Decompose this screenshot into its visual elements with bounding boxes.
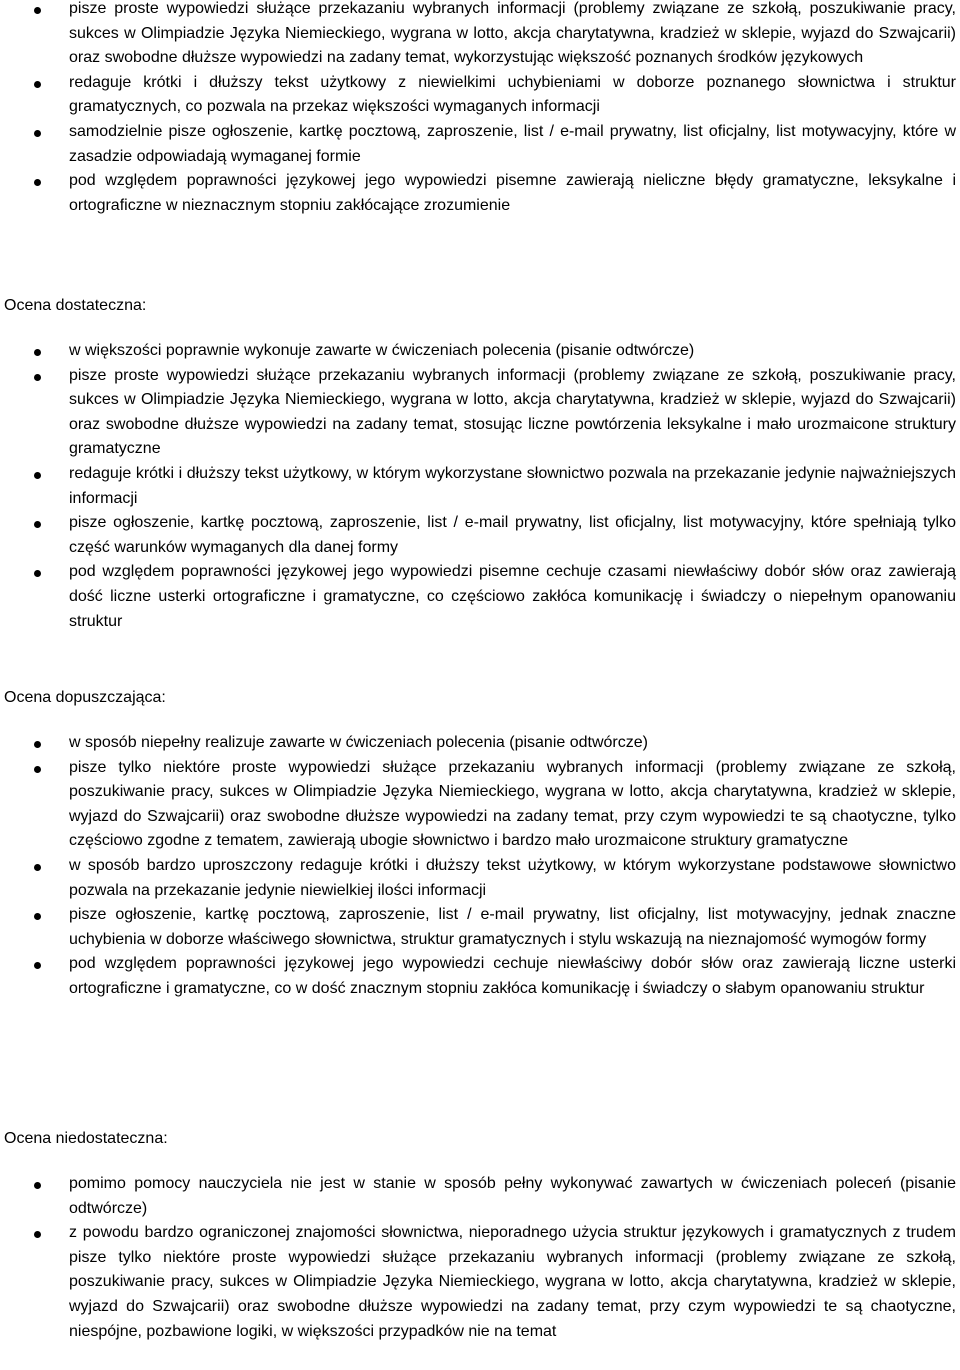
list-item	[0, 120, 960, 169]
bullet-icon	[34, 472, 41, 479]
bullet-icon	[34, 7, 41, 14]
list-item	[0, 71, 960, 120]
list-item	[0, 903, 960, 952]
list-item-text: w większości poprawnie wykonuje zawarte w ćwiczeniach polecenia (pisanie odtwórcze)	[69, 342, 695, 359]
list-item	[0, 854, 960, 903]
list-item	[0, 952, 960, 1001]
list-item-text: pisze ogłoszenie, kartkę pocztową, zaproszenie, list / e-mail prywatny, list oficjalny, list motywacyjny, które spełniają tylko część warunków wymaganych dla danej formy	[69, 514, 956, 556]
bullet-icon	[34, 741, 41, 748]
bullet-icon	[34, 130, 41, 137]
list-item	[0, 0, 960, 71]
list-item	[0, 1172, 960, 1221]
section-top-criteria	[0, 0, 960, 218]
bullet-icon	[34, 81, 41, 88]
section-heading-dostateczna	[0, 294, 960, 318]
list-item	[0, 1221, 960, 1344]
list-item-text: w sposób bardzo uproszczony redaguje krótki i dłuższy tekst użytkowy, w którym wykorzystane podstawowe słownictwo pozwala na przekazanie jedynie niewielkiej ilości informacji	[69, 856, 956, 899]
list-item	[0, 169, 960, 218]
bullet-icon	[34, 1182, 41, 1189]
list-item-text: pisze proste wypowiedzi służące przekazaniu wybranych informacji (problemy związane ze szkołą, poszukiwanie pracy, sukces w Olimpiadzie Języka Niemieckiego, wygrana w lotto, akcja charytatywna, kradzież w sklepie, wyjazd do Szwajcarii) oraz swobodne dłuższe wypowiedzi na zadany temat, wykorzystując większość poznanych środków językowych	[69, 0, 956, 67]
bullet-icon	[34, 864, 41, 871]
list-item-text: pod względem poprawności językowej jego wypowiedzi pisemne cechuje czasami niewłaściwy dobór słów oraz zawierają dość liczne usterki ortograficzne i gramatyczne, co częściowo zakłóca komunikację i świadczy o niepełnym opanowaniu struktur	[69, 563, 956, 630]
criteria-list	[0, 731, 960, 1002]
list-item-text: pisze tylko niektóre proste wypowiedzi służące przekazaniu wybranych informacji (problemy związane ze szkołą, poszukiwanie pracy, sukces w Olimpiadzie Języka Niemieckiego, wygrana w lotto, akcja charytatywna, kradzież w sklepie, wyjazd do Szwajcarii) oraz swobodne dłuższe wypowiedzi na zadany temat, przy czym wypowiedzi te są chaotyczne, tylko częściowo zgodne z tematem, zawierają ubogie słownictwo i bardzo mało urozmaicone struktury gramatyczne	[69, 758, 956, 850]
list-item	[0, 756, 960, 854]
list-item	[0, 339, 960, 364]
bullet-icon	[34, 1231, 41, 1238]
list-item-text: pisze proste wypowiedzi służące przekazaniu wybranych informacji (problemy związane ze szkołą, poszukiwanie pracy, sukces w Olimpiadzie Języka Niemieckiego, wygrana w lotto, akcja charytatywna, kradzież w sklepie, wyjazd do Szwajcarii) oraz swobodne dłuższe wypowiedzi na zadany temat, stosując liczne powtórzenia leksykalne i mało urozmaicone struktury gramatyczne	[69, 366, 956, 458]
criteria-list	[0, 1172, 960, 1344]
section-dopuszczajaca	[0, 731, 960, 1002]
list-item-text: samodzielnie pisze ogłoszenie, kartkę pocztową, zaproszenie, list / e-mail prywatny, list oficjalny, list motywacyjny, które w zasadzie odpowiadają wymaganej formie	[69, 122, 956, 165]
list-item-text: redaguje krótki i dłuższy tekst użytkowy z niewielkimi uchybieniami w doborze poznanego słownictwa i struktur gramatycznych, co pozwala na przekaz większości wymaganych informacji	[69, 73, 956, 116]
list-item-text: pisze ogłoszenie, kartkę pocztową, zaproszenie, list / e-mail prywatny, list oficjalny, list motywacyjny, jednak znaczne uchybienia w doborze właściwego słownictwa, struktur gramatycznych i stylu wskazują na nieznajomość wymogów formy	[69, 906, 956, 948]
grade-heading: Ocena dostateczna:	[4, 297, 147, 314]
list-item	[0, 364, 960, 462]
list-item	[0, 462, 960, 511]
bullet-icon	[34, 521, 41, 528]
list-item-text: redaguje krótki i dłuższy tekst użytkowy, w którym wykorzystane słownictwo pozwala na przekazanie jedynie najważniejszych informacji	[69, 464, 956, 507]
criteria-list	[0, 339, 960, 634]
list-item	[0, 731, 960, 756]
bullet-icon	[34, 962, 41, 969]
list-item-text: z powodu bardzo ograniczonej znajomości słownictwa, nieporadnego użycia struktur językowych i gramatycznych z trudem pisze tylko niektóre proste wypowiedzi służące przekazaniu wybranych informacji (problemy związane ze szkołą, poszukiwanie pracy, sukces w Olimpiadzie Języka Niemieckiego, wygrana w lotto, akcja charytatywna, kradzież w sklepie, wyjazd do Szwajcarii) oraz swobodne dłuższe wypowiedzi na zadany temat, przy czym wypowiedzi te są chaotyczne, niespójne, pozbawione logiki, w większości przypadków nie na temat	[69, 1224, 956, 1340]
bullet-icon	[34, 179, 41, 186]
bullet-icon	[34, 766, 41, 773]
section-heading-niedostateczna	[0, 1127, 960, 1151]
list-item-text: pomimo pomocy nauczyciela nie jest w stanie w sposób pełny wykonywać zawartych w ćwiczeniach poleceń (pisanie odtwórcze)	[69, 1175, 956, 1217]
bullet-icon	[34, 913, 41, 920]
grade-heading: Ocena niedostateczna:	[4, 1130, 168, 1147]
grade-heading: Ocena dopuszczająca:	[4, 689, 166, 706]
bullet-icon	[34, 570, 41, 577]
section-dostateczna	[0, 339, 960, 634]
list-item-text: pod względem poprawności językowej jego wypowiedzi cechuje niewłaściwy dobór słów oraz zawierają liczne usterki ortograficzne i gramatyczne, co w dość znacznym stopniu zakłóca komunikację i świadczy o słabym opanowaniu struktur	[69, 955, 956, 997]
list-item-text: w sposób niepełny realizuje zawarte w ćwiczeniach polecenia (pisanie odtwórcze)	[69, 734, 648, 751]
bullet-icon	[34, 349, 41, 356]
bullet-icon	[34, 374, 41, 381]
list-item	[0, 560, 960, 634]
section-niedostateczna	[0, 1172, 960, 1344]
list-item	[0, 511, 960, 560]
section-heading-dopuszczajaca	[0, 686, 960, 710]
list-item-text: pod względem poprawności językowej jego wypowiedzi pisemne zawierają nieliczne błędy gramatyczne, leksykalne i ortograficzne w nieznacznym stopniu zakłócające zrozumienie	[69, 172, 956, 214]
criteria-list	[0, 0, 960, 218]
